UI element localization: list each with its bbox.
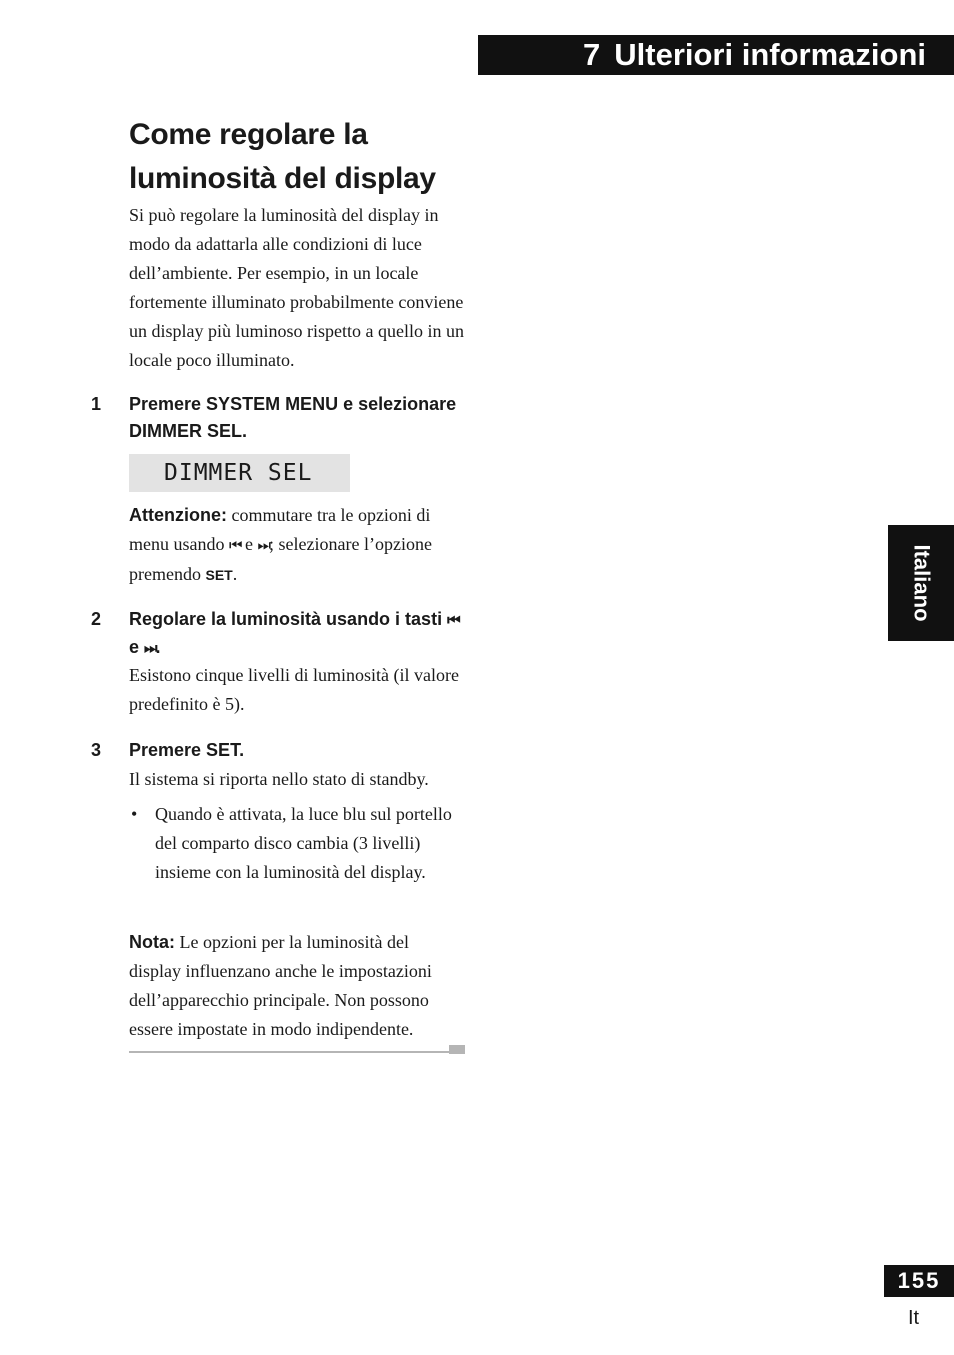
chapter-header [478, 35, 954, 75]
page-number: 155 [897, 1268, 941, 1293]
chapter-title: Ulteriori informazioni [614, 37, 926, 72]
step-3-text: Il sistema si riporta nello stato di standby. [129, 769, 429, 789]
step-2-number: 2 [91, 609, 102, 629]
skip-next-icon: ⏭ [257, 537, 270, 554]
step-1-number: 1 [91, 394, 102, 414]
step-2-heading [129, 606, 469, 662]
note-divider [129, 1051, 449, 1053]
page-number-box [884, 1265, 954, 1297]
skip-previous-icon: ⏮ [228, 537, 241, 554]
step-3-heading: Premere SET. [129, 740, 245, 760]
skip-previous-icon: ⏮ [447, 612, 459, 629]
skip-next-icon: ⏭ [144, 640, 156, 657]
attention-conj: e [245, 534, 253, 554]
step-3-number: 3 [91, 740, 102, 760]
attention-text-b: ; selezionare l’opzione premendo [129, 534, 432, 584]
language-side-tab [888, 525, 954, 641]
chapter-number: 7 [583, 37, 601, 72]
page-language-code: It [908, 1307, 920, 1329]
step-2-heading-text: Regolare la luminosità usando i tasti [129, 609, 443, 629]
bullet-mark: • [131, 804, 138, 824]
note-divider-end [449, 1045, 465, 1054]
attention-paragraph [129, 501, 464, 590]
note-paragraph [129, 928, 449, 1044]
note-text: Le opzioni per la luminosità del display influenzano anche le impostazioni dell’apparecchio principale. Non possono essere impostate in modo indipendente. [129, 932, 432, 1039]
step-2-heading-conj: e [129, 637, 140, 657]
section-title [129, 113, 489, 201]
step-3-bullet: Quando è attivata, la luce blu sul portello del comparto disco cambia (3 livelli) insieme con la luminosità del display. [155, 804, 452, 882]
lcd-display [129, 454, 350, 492]
section-title-line-1: Come regolare la [129, 118, 368, 151]
step-2-text: Esistono cinque livelli di luminosità (il valore predefinito è 5). [129, 665, 459, 714]
language-side-tab-label: Italiano [909, 544, 935, 622]
attention-end: . [232, 564, 238, 584]
intro-paragraph: Si può regolare la luminosità del display in modo da adattarla alle condizioni di luce dell’ambiente. Per esempio, in un locale fortemente illuminato probabilmente conviene un display più luminoso rispetto a quello in un locale poco illuminato. [129, 205, 464, 370]
note-label: Nota: [129, 932, 175, 952]
step-1-heading: Premere SYSTEM MENU e selezionare DIMMER SEL. [129, 394, 457, 441]
attention-text-a: commutare tra le opzioni di menu usando [129, 505, 431, 554]
lcd-display-text: DIMMER SEL [164, 460, 313, 486]
step-2-heading-end: . [155, 637, 161, 657]
attention-label: Attenzione: [129, 505, 227, 525]
section-title-line-2: luminosità del display [129, 162, 436, 195]
set-key-label: SET [205, 567, 233, 583]
